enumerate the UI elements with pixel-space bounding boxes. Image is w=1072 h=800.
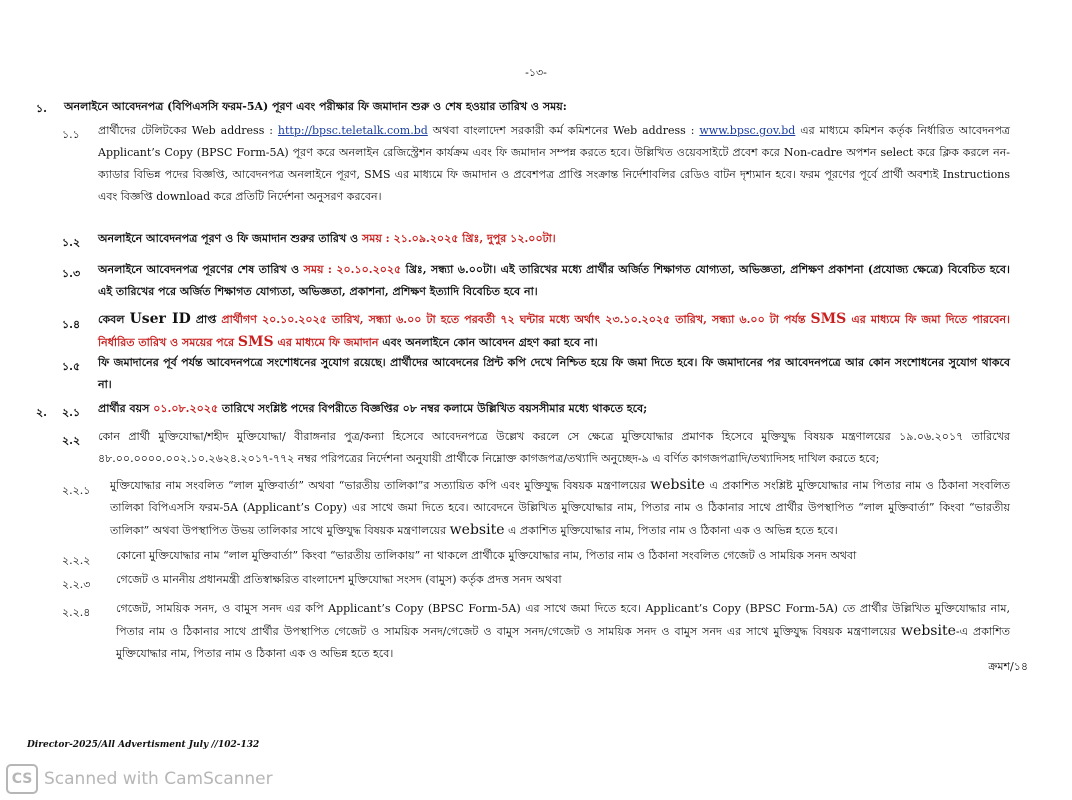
section-1-heading: অনলাইনে আবেদনপত্র (বিপিএসসি ফরম-5A) পূরণ এবং পরীক্ষার ফি জমাদান শুরু ও শেষ হওয়ার তারিখ ও সময়: [64, 100, 567, 113]
item-2-2-3-number: ২.২.৩ [62, 578, 91, 591]
camscanner-logo-icon: CS [6, 764, 38, 794]
item-2-2-1-text [110, 474, 1010, 542]
item-2-2-4-text [116, 598, 1010, 665]
item-1-3-text-b: খ্রিঃ, সন্ধ্যা ৬.০০টা। এই তারিখের মধ্যে প্রার্থীর অর্জিত শিক্ষাগত যোগ্যতা, অভিজ্ঞতা, প্রশিক্ষণ প্রকাশনা (প্রযোজ্য ক্ষেত্রে) বিবেচিত হবে। এই তারিখের পরে অর্জিত শিক্ষাগত যোগ্যতা, অভিজ্ঞতা, প্রকাশনা, প্রশিক্ষণ ইত্যাদি বিবেচিত হবে না। [98, 263, 1010, 298]
item-1-2-number: ১.২ [62, 236, 81, 249]
item-2-2-1-text-b: এ প্রকাশিত সংশ্লিষ্ট মুক্তিযোদ্ধার নাম পিতার নাম ও ঠিকানা সংবলিত তালিকা বিপিএসসি ফরম-5A (Applicant’s Copy) এর সাথে জমা দিতে হবে। আবেদনে উল্লিখিত মুক্তিযোদ্ধার নাম, পিতার নাম ও ঠিকানার সাথে প্রার্থীর উপস্থাপিত “লাল মুক্তিবার্তা” কিংবা “ভারতীয় তালিকা” অথবা উপস্থাপিত উভয় তালিকার সাথে মুক্তিযুদ্ধ বিষয়ক মন্ত্রণালয়ের [110, 479, 1011, 537]
item-2-2-4-website: website [901, 623, 956, 639]
item-1-1-text [98, 120, 1010, 208]
item-2-2-2-text: কোনো মুক্তিযোদ্ধার নাম “লাল মুক্তিবার্তা” কিংবা “ভারতীয় তালিকায়” না থাকলে প্রার্থীকে মুক্তিযোদ্ধার নাম, পিতার নাম ও ঠিকানা সংবলিত গেজেট ও সাময়িক সনদ অথবা [116, 549, 857, 562]
item-1-3-text [98, 259, 1010, 303]
item-1-5-number: ১.৫ [62, 360, 81, 373]
section-2-number: ২. [36, 406, 47, 419]
item-1-4-number: ১.৪ [62, 318, 81, 331]
item-2-2-1-number: ২.২.১ [62, 484, 91, 497]
section-1-number: ১. [36, 102, 47, 115]
item-2-2-4-text-b: -এ প্রকাশিত মুক্তিযোদ্ধার নাম, পিতার নাম ও ঠিকানা এক ও অভিন্ন হতে হবে। [116, 625, 1010, 660]
item-1-2-start-time: সময় : ২১.০৯.২০২৫ খ্রিঃ, দুপুর ১২.০০টা। [361, 232, 556, 245]
page-number: -১৩- [525, 66, 547, 79]
user-id-label: User ID [129, 311, 191, 327]
item-2-1-number: ২.১ [62, 406, 81, 419]
item-2-2-1-text-a: মুক্তিযোদ্ধার নাম সংবলিত “লাল মুক্তিবার্তা” অথবা “ভারতীয় তালিকা”র সত্যায়িত কপি এবং মুক্তিযুদ্ধ বিষয়ক মন্ত্রণালয়ের [110, 479, 651, 492]
bpsc-link[interactable]: www.bpsc.gov.bd [699, 124, 796, 137]
item-1-1-text-a: প্রার্থীদের টেলিটকের Web address : [98, 124, 278, 137]
item-2-2-3-text: গেজেট ও মাননীয় প্রধানমন্ত্রী প্রতিস্বাক্ষরিত বাংলাদেশ মুক্তিযোদ্ধা সংসদ (বামুস) কর্তৃক প্রদত্ত সনদ অথবা [116, 573, 562, 586]
item-1-2-text [98, 228, 1010, 250]
item-2-2-4-number: ২.২.৪ [62, 606, 91, 619]
item-1-4-text-b: প্রাপ্ত [190, 313, 222, 326]
item-1-4-sms-2: SMS [237, 334, 274, 350]
item-2-2-text: কোন প্রার্থী মুক্তিযোদ্ধা/শহীদ মুক্তিযোদ্ধা/ বীরাঙ্গনার পুত্র/কন্যা হিসেবে আবেদনপত্রে উল্লেখ করলে সে ক্ষেত্রে মুক্তিযোদ্ধার প্রমাণক হিসেবে মুক্তিযুদ্ধ বিষয়ক মন্ত্রণালয়ের ১৯.০৬.২০১৭ তারিখের ৪৮.০০.০০০০.০০২.১০.২৬২৪.২০১৭-৭৭২ নম্বর পরিপত্রের নির্দেশনা অনুযায়ী প্রার্থীকে নিম্নোক্ত কাগজপত্র/তথ্যাদি অনুচ্ছেদ-৯ এ বর্ণিত কাগজপত্রাদি/তথ্যাদিসহ দাখিল করতে হবে; [98, 430, 1010, 465]
item-1-4-text [98, 308, 1010, 354]
continued-marker: ক্রমশ/১৪ [988, 660, 1028, 673]
item-2-1-age-date: ০১.০৮.২০২৫ [153, 402, 219, 415]
item-1-1-text-c: এর মাধ্যমে কমিশন কর্তৃক নির্ধারিত আবেদনপত্র Applicant’s Copy (BPSC Form-5A) পূরণ করে অনলাইন রেজিস্ট্রেশন কার্যক্রম এবং ফি জমাদান সম্পন্ন করতে হবে। উল্লিখিত ওয়েবসাইটে প্রবেশ করে Non-cadre অপশন select করে ক্লিক করলে নন-ক্যাডার বিভিন্ন পদের বিজ্ঞপ্তি, আবেদনপত্র অনলাইনে পূরণ, SMS এর মাধ্যমে ফি জমাদান ও প্রবেশপত্র প্রাপ্তি সংক্রান্ত নির্দেশাবলির রেডিও বাটন দৃশ্যমান হবে। ফরম পূরণের পূর্বে প্রার্থী অবশ্যই Instructions এবং বিজ্ঞপ্তি download করে প্রতিটি নির্দেশনা অনুসরণ করবেন। [98, 124, 1010, 203]
item-2-2-2-number: ২.২.২ [62, 554, 91, 567]
item-1-1-number: ১.১ [62, 128, 80, 141]
item-1-3-end-time: সময় : ২০.১০.২০২৫ [303, 263, 402, 276]
watermark-text: Scanned with CamScanner [44, 769, 273, 789]
item-2-1-text-a: প্রার্থীর বয়স [98, 402, 154, 415]
item-2-2-number: ২.২ [62, 434, 81, 447]
item-2-1-text-b: তারিখে সংশ্লিষ্ট পদের বিপরীতে বিজ্ঞপ্তির ০৮ নম্বর কলামে উল্লিখিত বয়সসীমার মধ্যে থাকতে হবে; [218, 402, 648, 415]
item-2-2-4-text-a: গেজেট, সাময়িক সনদ, ও বামুস সনদ এর কপি Applicant’s Copy (BPSC Form-5A) এর সাথে জমা দিতে হবে। Applicant’s Copy (BPSC Form-5A) তে প্রার্থীর উল্লিখিত মুক্তিযোদ্ধার নাম, পিতার নাম ও ঠিকানার সাথে প্রার্থীর উপস্থাপিত গেজেট ও সাময়িক সনদ/গেজেট ও বামুস সনদ/গেজেট ও সাময়িক সনদ ও বামুস সনদ এর সাথে মুক্তিযুদ্ধ বিষয়ক মন্ত্রণালয়ের [116, 602, 1010, 638]
item-1-1-text-b: অথবা বাংলাদেশ সরকারী কর্ম কমিশনের Web address : [427, 124, 700, 137]
item-1-3-text-a: অনলাইনে আবেদনপত্র পূরণের শেষ তারিখ ও [98, 263, 304, 276]
item-1-5-text: ফি জমাদানের পূর্ব পর্যন্ত আবেদনপত্রে সংশোধনের সুযোগ রয়েছে। প্রার্থীদের আবেদনের প্রিন্ট কপি দেখে নিশ্চিত হয়ে ফি জমা দিতে হবে। ফি জমাদানের পর আবেদনপত্রে আর কোন সংশোধনের সুযোগ থাকবে না। [98, 356, 1010, 391]
item-1-4-sms-window: প্রার্থীগণ ২০.১০.২০২৫ তারিখ, সন্ধ্যা ৬.০০ টা হতে পরবর্তী ৭২ ঘন্টার মধ্যে অর্থাৎ ২৩.১০.২০২৫ তারিখ, সন্ধ্যা ৬.০০ টা পর্যন্ত [221, 313, 811, 326]
item-2-2-1-website-1: website [650, 477, 706, 493]
item-1-2-text-a: অনলাইনে আবেদনপত্র পূরণ ও ফি জমাদান শুরুর তারিখ ও [98, 232, 362, 245]
item-1-4-fee-text: এর মাধ্যমে ফি জমাদান [273, 336, 379, 349]
item-1-4-sms-tail: এর মাধ্যমে ফি জমা দিতে পারবেন। [846, 313, 1010, 326]
item-1-4-text-c: এবং অনলাইনে কোন আবেদন গ্রহণ করা হবে না। [378, 336, 598, 349]
item-1-4-text-a: কেবল [98, 313, 130, 326]
item-1-4-sms-1: SMS [810, 311, 847, 327]
item-2-2-1-website-2: website [449, 522, 505, 538]
footer-reference: Director-2025/All Advertisment July //102-132 [27, 740, 260, 750]
item-2-1-text [98, 398, 1010, 420]
camscanner-watermark [6, 764, 273, 794]
item-1-3-number: ১.৩ [62, 267, 81, 280]
item-1-4-deadline-note: নির্ধারিত তারিখ ও সময়ের পরে [98, 336, 238, 349]
teletalk-link[interactable]: http://bpsc.teletalk.com.bd [277, 124, 428, 137]
item-2-2-1-text-c: এ প্রকাশিত মুক্তিযোদ্ধার নাম, পিতার নাম ও ঠিকানা এক ও অভিন্ন হতে হবে। [504, 524, 838, 537]
